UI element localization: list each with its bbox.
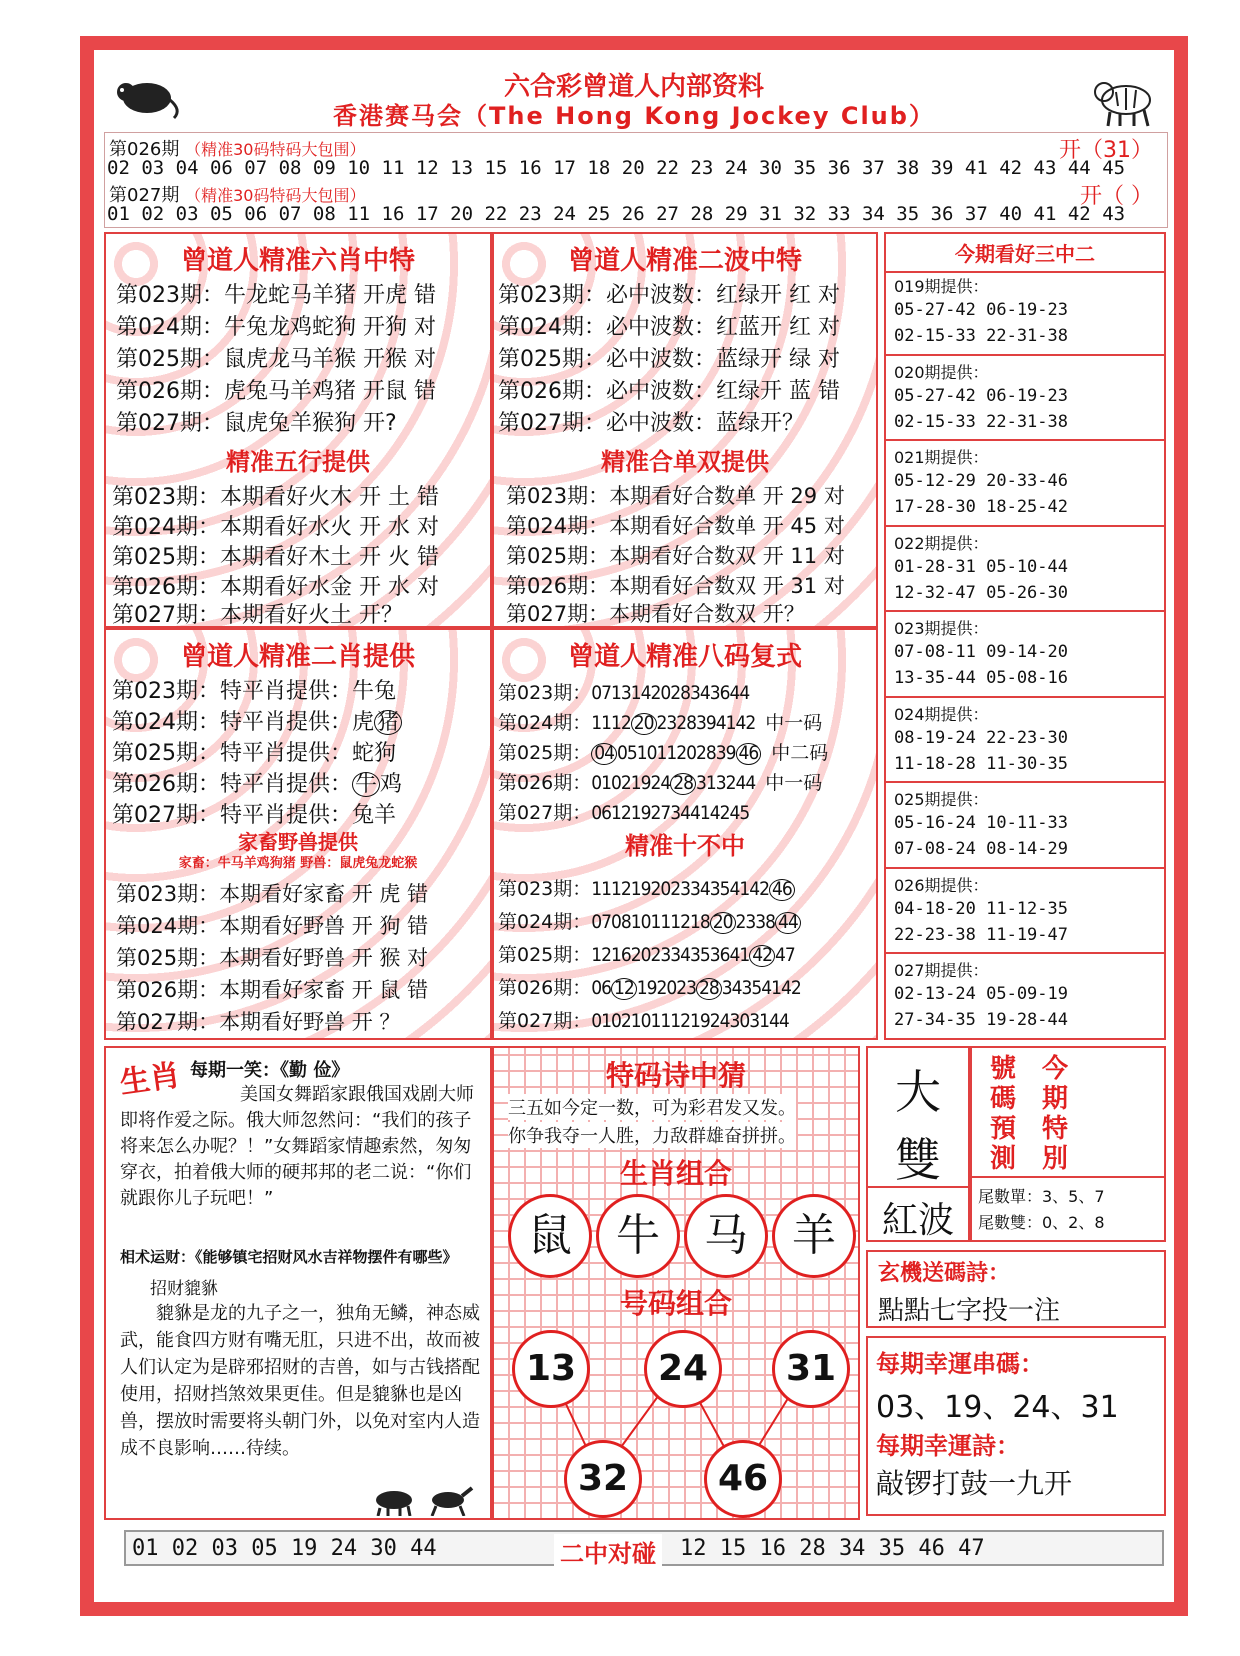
ten-miss-row-label: 第026期： [498,977,592,999]
prediction-text-2: 今期特別 [1042,1054,1069,1174]
domestic-wild-subtitle: 家畜：牛马羊鸡狗猪 野兽：鼠虎兔龙蛇猴 [178,856,418,871]
sidebar-item-line: 02-13-24 05-09-19 [894,984,1068,1004]
sidebar-item-line: 17-28-30 18-25-42 [894,497,1068,517]
two-zodiac-panel [104,628,492,1040]
domestic-wild-row: 第024期：本期看好野兽 开 狗 错 [116,914,429,938]
eight-codes-number: 46 [736,743,762,765]
ten-miss-number: 47 [775,944,795,966]
ten-miss-number: 20 [656,977,677,999]
fengshui-subtitle: 招财貔貅 [150,1279,218,1299]
ten-miss-number: 12 [611,978,637,1000]
two-zodiac-row [112,736,396,767]
sidebar-item-line: 22-23-38 11-19-47 [894,924,1068,945]
ten-miss-number: 35 [709,878,730,900]
fengshui-title: 相术运财：《能够镇宅招财风水吉祥物摆件有哪些》 [120,1248,458,1266]
ten-miss-number: 19 [690,1010,710,1032]
horse-icon [424,1484,474,1516]
eight-codes-number: 28 [670,682,691,704]
two-zodiac-row-label: 第027期：特平肖提供： [112,803,352,828]
ten-miss-number: 12 [591,944,612,966]
lucky-title: 每期幸運串碼： [876,1350,1044,1378]
eight-codes-number: 05 [617,742,637,764]
poem-line-1: 三五如今定一数，可为彩君发又发。 [508,1094,796,1120]
eight-codes-number: 19 [630,772,651,794]
sidebar-item-line: 07-08-24 08-14-29 [894,839,1068,859]
six-zodiac-panel [104,232,492,628]
ten-miss-number: 16 [611,944,631,966]
mystic-text: 點點七字投一注 [878,1296,1061,1326]
eight-codes-number: 42 [735,712,756,734]
sidebar-item [886,783,1164,869]
six-zodiac-row: 第025期：鼠虎龙马羊猴 开猴 对 [116,347,436,372]
eight-codes-number: 28 [696,742,716,764]
eight-codes-result: 中二码 [771,742,829,764]
big-label: 大 [895,1065,941,1119]
eight-codes-row-label: 第026期： [498,772,592,794]
five-elements-row: 第025期：本期看好木土 开 火 错 [112,545,439,570]
ten-miss-number: 12 [670,911,691,933]
ten-miss-number: 10 [630,1010,651,1032]
sidebar-item [886,612,1164,698]
sidebar-item-line: 12-32-47 05-26-30 [894,582,1068,603]
tail-double: 尾數雙：0、2、8 [978,1213,1105,1232]
eight-codes-number: 45 [729,802,750,824]
eight-codes-number: 28 [676,712,697,734]
joke-text: 美国女舞蹈家跟俄国戏剧大师即将作爱之际。俄大师忽然问：“我们的孩子将来怎么办呢？！”女舞蹈家情趣索然，匆匆穿衣，拍着俄大师的硬邦邦的老二说：“你们就跟你儿子玩吧！” [120,1084,474,1209]
sidebar-item-label: 025期提供： [894,790,989,809]
ten-miss-row [498,940,795,967]
sidebar-item-label: 020期提供： [894,362,989,382]
eight-codes-row-label: 第023期： [498,682,592,704]
sidebar-item-line: 13-35-44 05-08-16 [894,668,1068,688]
ten-miss-number: 08 [611,911,631,933]
ten-miss-number: 02 [611,1010,631,1032]
two-zodiac-row [112,674,396,705]
eight-codes-number: 10 [636,742,657,764]
eight-codes-number: 41 [715,712,736,734]
ten-miss-number: 31 [749,1010,770,1032]
eight-codes-number: 28 [670,773,696,795]
eight-codes-row [498,678,749,705]
two-zodiac-title: 曾道人精准二肖提供 [180,642,415,672]
right-bottom-panel [866,1046,1166,1520]
odd-even-row: 第024期：本期看好合数单 开 45 对 [506,514,845,538]
five-elements-row: 第023期：本期看好火木 开 土 错 [112,485,439,510]
ten-miss-number: 28 [696,978,722,1000]
domestic-wild-row: 第023期：本期看好家畜 开 虎 错 [116,882,429,906]
eight-codes-row-label: 第027期： [498,802,592,824]
ten-miss-number: 42 [749,945,775,967]
eight-codes-result: 中一码 [765,712,823,734]
page-frame [80,36,1188,1616]
ten-miss-number: 42 [749,878,770,900]
ten-miss-number: 11 [650,911,671,933]
header-title-1: 六合彩曾道人内部资料 [503,72,764,102]
eight-codes-number: 36 [709,682,730,704]
eight-codes-number: 20 [676,742,697,764]
ten-miss-number: 42 [781,977,801,999]
two-zodiac-row [112,705,402,736]
sidebar-item-line: 05-27-42 06-19-23 [894,385,1068,406]
sidebar-item [886,356,1164,442]
two-waves-row: 第024期：必中波数：红蓝开 红 对 [498,315,840,340]
domestic-wild-row: 第026期：本期看好家畜 开 鼠 错 [116,978,429,1002]
ten-miss-row [498,907,801,934]
ten-miss-title: 精准十不中 [625,832,745,860]
poem-title: 特码诗中猜 [605,1059,746,1092]
domestic-wild-row: 第027期：本期看好野兽 开 ？ [116,1010,401,1034]
sidebar-item-line: 08-19-24 22-23-30 [894,727,1068,748]
ten-miss-number: 41 [729,944,750,966]
zodiac-badge: 生肖 [117,1058,183,1102]
two-zodiac-pick: 虎 [352,710,375,735]
zodiac-combo-title: 生肖组合 [619,1157,732,1190]
two-zodiac-row [112,798,396,829]
joke-panel [104,1046,492,1520]
sidebar-item-line: 04-18-20 11-12-35 [894,898,1068,919]
eight-codes-row [498,798,749,825]
eight-codes-number: 02 [611,772,631,794]
ten-miss-number: 12 [670,1010,691,1032]
odd-even-row: 第026期：本期看好合数双 开 31 对 [506,574,845,598]
double-label: 雙 [895,1133,941,1187]
number-ball: 31 [772,1330,850,1408]
sidebar-title: 今期看好三中二 [886,238,1164,273]
eight-codes-number: 24 [650,772,671,794]
poem-line-2: 你争我夺一人胜，力敌群雄奋拼拼。 [508,1122,796,1148]
eight-codes-row [498,768,822,795]
two-waves-row: 第027期：必中波数：蓝绿开？ [498,411,804,436]
six-zodiac-row: 第027期：鼠虎兔羊猴狗 开? [116,411,397,436]
poem-panel [492,1046,860,1520]
lucky-poem: 敲锣打鼓一九开 [876,1467,1073,1500]
eight-codes-number: 13 [611,682,631,704]
sidebar-item-line: 11-18-28 11-30-35 [894,753,1068,774]
sidebar-item [886,954,1164,1040]
ten-miss-number: 41 [729,878,750,900]
sidebar-panel [884,232,1166,1040]
fengshui-text: 貔貅是龙的九子之一，独角无鳞，神态威武，能食四方财有嘴无肛，只进不出，故而被人们认定为是辟邪招财的吉兽，如与古钱搭配使用，招财挡煞效果更佳。但是貔貅也是凶兽，摆放时需要将头朝门外，以免对室内人造成不良影响……待续。 [120,1303,480,1459]
sidebar-item-label: 027期提供： [894,961,989,980]
two-waves-panel [492,232,878,628]
top-numbers-box [104,132,1168,228]
ten-miss-row [498,973,801,1000]
sidebar-item [886,441,1164,527]
ten-miss-number: 35 [690,944,710,966]
five-elements-row: 第026期：本期看好水金 开 水 对 [112,575,439,600]
ten-miss-row-label: 第025期： [498,944,592,966]
two-zodiac-pick: 兔 [352,803,375,828]
ten-miss-number: 12 [611,878,631,900]
five-elements-row: 第024期：本期看好水火 开 水 对 [112,515,439,540]
sidebar-item-line: 05-16-24 10-11-33 [894,813,1068,833]
two-zodiac-pick: 羊 [374,803,397,828]
bottom-center: 二中对碰 [554,1534,662,1569]
five-elements-row: 第027期：本期看好火土 开？ [112,603,403,628]
sidebar-item-line: 05-12-29 20-33-46 [894,471,1068,491]
two-waves-row: 第026期：必中波数：红绿开 蓝 错 [498,379,840,404]
lucky-box [866,1336,1166,1516]
ox-icon [368,1486,418,1516]
p26-open: 开（31） [1059,138,1153,163]
two-zodiac-row-label: 第026期：特平肖提供： [112,772,352,797]
number-ball: 24 [644,1330,722,1408]
ten-miss-number: 11 [591,878,612,900]
two-zodiac-row-label: 第023期：特平肖提供： [112,679,352,704]
ten-miss-number: 41 [761,977,782,999]
eight-codes-number: 04 [591,743,617,765]
domestic-wild-title: 家畜野兽提供 [238,830,358,854]
ten-miss-number: 23 [735,911,756,933]
ten-miss-number: 11 [650,1010,671,1032]
eight-codes-number: 12 [611,802,631,824]
ten-miss-number: 34 [721,977,742,999]
eight-codes-number: 34 [670,802,691,824]
six-zodiac-row: 第024期：牛兔龙鸡蛇狗 开狗 对 [116,315,436,340]
two-zodiac-row [112,767,402,798]
p26-numbers: 02 03 04 06 07 08 09 10 11 12 13 15 16 17 18 20 22 23 24 30 35 36 37 38 39 41 42 43 44 45 [107,157,1126,179]
big-small-box [866,1046,970,1242]
ten-miss-number: 44 [769,1010,789,1032]
ten-miss-row-label: 第027期： [498,1010,592,1032]
ten-miss-number: 35 [741,977,762,999]
zodiac-ball: 马 [684,1194,768,1278]
eight-codes-number: 19 [630,802,651,824]
eight-codes-number: 23 [656,712,677,734]
odd-even-row: 第025期：本期看好合数双 开 11 对 [506,544,845,568]
ten-miss-number: 23 [670,878,691,900]
eight-codes-number: 11 [656,742,677,764]
ten-miss-number: 20 [630,944,651,966]
eight-codes-number: 39 [696,712,716,734]
two-waves-row: 第025期：必中波数：蓝绿开 绿 对 [498,347,840,372]
eight-codes-number: 20 [631,713,657,735]
ten-miss-number: 19 [630,878,651,900]
eight-codes-row-label: 第024期： [498,712,592,734]
ten-miss-number: 23 [650,944,671,966]
eight-codes-panel [492,628,878,1040]
ten-miss-number: 36 [709,944,730,966]
six-zodiac-row: 第026期：虎兔马羊鸡猪 开鼠 错 [116,379,436,404]
lucky-numbers: 03、19、24、31 [876,1390,1119,1425]
ten-miss-row-label: 第024期： [498,911,592,933]
eight-codes-number: 27 [650,802,671,824]
sidebar-item [886,698,1164,784]
eight-codes-row-label: 第025期： [498,742,592,764]
eight-codes-number: 14 [630,682,651,704]
sidebar-item-line: 02-15-33 22-31-38 [894,411,1068,432]
two-waves-row: 第023期：必中波数：红绿开 红 对 [498,283,840,308]
ten-miss-row [498,1006,789,1033]
sidebar-item-line: 02-15-33 22-31-38 [894,326,1068,346]
eight-codes-number: 20 [650,682,671,704]
sidebar-item-line: 01-28-31 05-10-44 [894,556,1068,577]
eight-codes-number: 11 [591,712,612,734]
eight-codes-number: 01 [591,772,612,794]
mystic-box [866,1250,1166,1328]
two-zodiac-pick: 兔 [374,679,397,704]
sidebar-item-label: 026期提供： [894,875,989,895]
tail-single: 尾數單：3、5、7 [978,1187,1105,1206]
ten-miss-number: 19 [636,977,657,999]
two-zodiac-pick: 蛇 [352,741,375,766]
number-ball: 13 [512,1330,590,1408]
prediction-box [970,1046,1166,1178]
p26-desc: （精准30码特码大包围） [185,140,366,159]
ten-miss-number: 44 [775,912,801,934]
sidebar-item [886,527,1164,613]
two-waves-title: 曾道人精准二波中特 [567,246,802,276]
number-ball: 32 [564,1440,642,1518]
mystic-title: 玄機送碼詩： [878,1261,1011,1286]
p27-open: 开（ ） [1080,184,1153,209]
zodiac-ball: 牛 [596,1194,680,1278]
two-zodiac-pick: 狗 [374,741,397,766]
red-wave-label: 紅波 [868,1186,968,1243]
p26-label: 第026期 [109,139,180,160]
ten-miss-row [498,874,795,901]
p27-desc: （精准30码特码大包围） [185,186,366,205]
eight-codes-title: 曾道人精准八码复式 [567,642,802,672]
two-zodiac-pick: 猪 [374,710,402,735]
bottom-left-numbers: 01 02 03 05 19 24 30 44 [132,1536,437,1561]
lucky-poem-title: 每期幸運詩： [876,1432,1020,1460]
eight-codes-number: 42 [709,802,730,824]
sidebar-item-label: 022期提供： [894,533,989,553]
p27-numbers: 01 02 03 05 06 07 08 11 16 17 20 22 23 24 25 26 27 28 29 31 32 33 34 35 36 37 40 41 42 43 [107,203,1126,225]
ten-miss-number: 07 [591,911,612,933]
ten-miss-number: 18 [690,911,710,933]
ten-miss-number: 38 [755,911,776,933]
ten-miss-number: 23 [676,977,697,999]
sidebar-item-label: 023期提供： [894,619,989,638]
sidebar-item [886,270,1164,356]
ten-miss-number: 24 [709,1010,730,1032]
odd-even-title: 精准合单双提供 [601,448,769,476]
header-title-2: 香港赛马会（The Hong Kong Jockey Club） [333,102,935,130]
ten-miss-row-label: 第023期： [498,878,592,900]
eight-codes-number: 32 [715,772,736,794]
zodiac-ball: 鼠 [508,1194,592,1278]
two-zodiac-pick: 牛 [352,679,375,704]
eight-codes-number: 34 [690,682,710,704]
eight-codes-row [498,708,822,735]
domestic-wild-row: 第025期：本期看好野兽 开 猴 对 [116,946,429,970]
eight-codes-number: 06 [591,802,612,824]
eight-codes-number: 44 [729,682,750,704]
eight-codes-number: 39 [715,742,736,764]
number-ball: 46 [704,1440,782,1518]
eight-codes-number: 07 [591,682,612,704]
six-zodiac-row: 第023期：牛龙蛇马羊猪 开虎 错 [116,283,436,308]
two-zodiac-pick: 鸡 [380,772,403,797]
two-zodiac-pick: 牛 [352,772,380,797]
bottom-bar [124,1530,1164,1566]
ten-miss-number: 46 [769,879,795,901]
zodiac-ball: 羊 [772,1194,856,1278]
six-zodiac-title: 曾道人精准六肖中特 [180,246,415,276]
p27-label: 第027期 [109,185,180,206]
bottom-right-numbers: 12 15 16 28 34 35 46 47 [680,1536,985,1561]
eight-codes-number: 41 [690,802,710,824]
eight-codes-row [498,738,828,765]
sidebar-item-line: 27-34-35 19-28-44 [894,1010,1068,1030]
eight-codes-number: 44 [735,772,756,794]
ten-miss-number: 30 [729,1010,750,1032]
sidebar-item-line: 05-27-42 06-19-23 [894,300,1068,320]
number-combo-lines [494,1048,862,1522]
sidebar-item-line: 07-08-11 09-14-20 [894,642,1068,662]
number-combo-title: 号码组合 [619,1287,732,1320]
joke-title: 每期一笑：《勤 俭》 [190,1060,350,1081]
ten-miss-number: 01 [591,1010,612,1032]
ten-miss-number: 34 [670,944,691,966]
eight-codes-number: 31 [696,772,716,794]
sidebar-item-label: 019期提供： [894,277,989,296]
sidebar-item-label: 021期提供： [894,448,989,467]
ten-miss-number: 20 [710,912,736,934]
ten-miss-number: 34 [690,878,710,900]
odd-even-row: 第027期：本期看好合数双 开？ [506,602,805,626]
ten-miss-number: 20 [650,878,671,900]
sidebar-item-label: 024期提供： [894,704,989,724]
ten-miss-number: 10 [630,911,651,933]
eight-codes-number: 12 [611,712,631,734]
five-elements-title: 精准五行提供 [226,448,370,476]
odd-even-row: 第023期：本期看好合数单 开 29 对 [506,484,845,508]
prediction-text-1: 號碼預測 [990,1054,1017,1174]
two-zodiac-row-label: 第024期：特平肖提供： [112,710,352,735]
two-zodiac-row-label: 第025期：特平肖提供： [112,741,352,766]
sidebar-item [886,869,1164,955]
ten-miss-number: 06 [591,977,612,999]
eight-codes-result: 中一码 [765,772,823,794]
tail-box [970,1178,1166,1242]
